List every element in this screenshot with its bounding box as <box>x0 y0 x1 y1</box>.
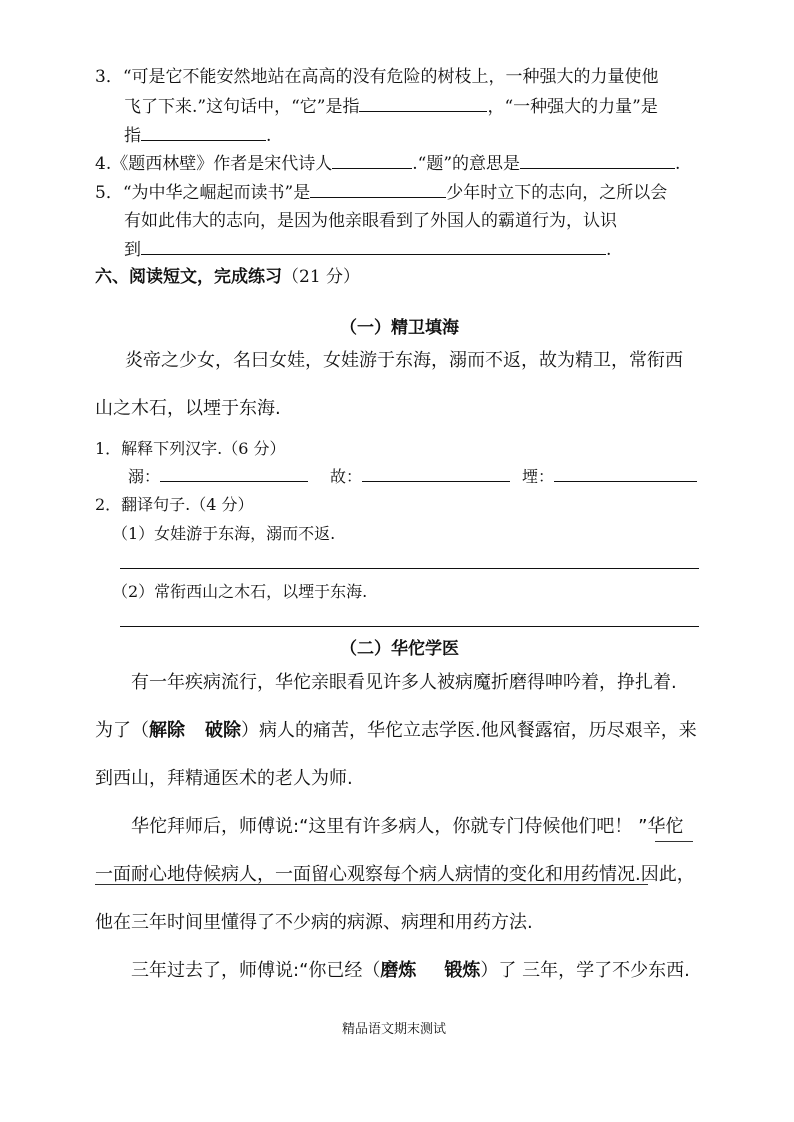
passage2-p3-line1 <box>131 956 690 982</box>
p1q2-sentence1: （1）女娃游于东海，溺而不返. <box>112 524 336 543</box>
answer-blank[interactable] <box>362 465 510 482</box>
word-choice-option[interactable]: 磨炼 <box>380 960 417 981</box>
section-title: 六、阅读短文，完成练习 <box>95 267 282 287</box>
answer-blank[interactable] <box>520 152 675 169</box>
q3-line3-text-b: . <box>266 126 272 146</box>
answer-line[interactable] <box>120 626 699 627</box>
q3-line2-text-a: 飞了下来.”这句话中，“它”是指 <box>124 97 360 117</box>
passage2-p1-line2 <box>95 716 697 742</box>
q4-line <box>95 149 680 174</box>
passage2-text: 因此， <box>640 864 695 885</box>
p1q1-word3 <box>522 464 697 487</box>
answer-blank[interactable] <box>332 152 412 169</box>
q4-text-b: .“题”的意思是 <box>412 154 521 174</box>
q5-line3 <box>124 235 611 260</box>
q5-line3-text-a: 到 <box>124 240 141 260</box>
p1q1-word2 <box>330 464 510 487</box>
answer-blank[interactable] <box>310 181 446 198</box>
passage1-title: （一）精卫填海 <box>340 318 459 338</box>
p1q1-word2-label: 故： <box>330 467 363 486</box>
p1q1-word1 <box>128 464 308 487</box>
answer-blank[interactable] <box>160 465 308 482</box>
passage2-p1-line1: 有一年疾病流行，华佗亲眼看见许多人被病魔折磨得呻吟着，挣扎着. <box>131 672 677 693</box>
q3-line2 <box>124 92 658 117</box>
passage2-text: ）了 三年，学了不少东西. <box>480 960 690 981</box>
answer-blank[interactable] <box>554 465 697 482</box>
underline-mark <box>655 841 693 842</box>
q3-line2-text-b: ，“一种强大的力量”是 <box>487 97 658 117</box>
passage2-text: 为了（ <box>95 720 149 741</box>
q3-line3-text-a: 指 <box>124 126 141 146</box>
passage2-p2-line1 <box>131 812 683 838</box>
page-footer: 精品语文期末测试 <box>342 1022 447 1037</box>
q5-line1 <box>95 178 667 203</box>
word-choice-option[interactable]: 破除 <box>205 720 241 741</box>
answer-line[interactable] <box>120 568 699 569</box>
passage2-text: 三年过去了，师傅说:“你已经（ <box>131 960 381 981</box>
word-choice-option[interactable]: 解除 <box>149 720 185 741</box>
p1q1-word1-label: 溺： <box>128 467 161 486</box>
p1q1-word3-label: 堙： <box>522 467 555 486</box>
q4-text-c: . <box>675 154 681 174</box>
q5-line3-text-b: . <box>606 240 612 260</box>
passage2-p2-line2 <box>95 860 695 886</box>
passage2-text: 华佗拜师后，师傅说:“这里有许多病人，你就专门侍候他们吧！ ” <box>131 816 648 837</box>
word-choice-option[interactable]: 锻炼 <box>444 960 481 981</box>
p1q2-sentence2: （2）常衔西山之木石，以堙于东海. <box>112 582 368 601</box>
passage1-line2: 山之木石，以堙于东海. <box>95 398 281 419</box>
answer-blank[interactable] <box>141 124 266 141</box>
passage1-line1: 炎帝之少女，名曰女娃，女娃游于东海，溺而不返，故为精卫，常衔西 <box>125 350 683 371</box>
passage2-p1-line3: 到西山，拜精通医术的老人为师. <box>95 768 353 789</box>
q5-line2: 有如此伟大的志向，是因为他亲眼看到了外国人的霸道行为，认识 <box>124 211 617 231</box>
passage2-text: ）病人的痛苦，华佗立志学医.他风餐露宿，历尽艰辛，来 <box>241 720 697 741</box>
section-heading <box>95 262 360 287</box>
underlined-text: 华佗 <box>647 816 684 837</box>
underline-mark <box>95 884 648 885</box>
q5-text-b: 少年时立下的志向，之所以会 <box>446 183 668 203</box>
p1q2-title: 2．翻译句子.（4 分） <box>95 495 254 514</box>
q5-text-a: 5．“为中华之崛起而读书”是 <box>95 183 311 203</box>
q4-text-a: 4.《题西林壁》作者是宋代诗人 <box>95 154 333 174</box>
p1q1-title: 1．解释下列汉字.（6 分） <box>95 439 286 458</box>
q3-line1: 3．“可是它不能安然地站在高高的没有危险的树枝上，一种强大的力量使他 <box>95 67 659 87</box>
q3-line3 <box>124 121 271 146</box>
passage2-p2-line3: 他在三年时间里懂得了不少病的病源、病理和用药方法. <box>95 912 533 933</box>
underlined-text: 一面耐心地侍候病人，一面留心观察每个病人病情的变化和用药情况. <box>95 864 641 885</box>
answer-blank[interactable] <box>359 95 487 112</box>
section-score: （21 分） <box>282 267 361 287</box>
answer-blank[interactable] <box>141 238 606 255</box>
passage2-title: （二）华佗学医 <box>340 639 459 659</box>
